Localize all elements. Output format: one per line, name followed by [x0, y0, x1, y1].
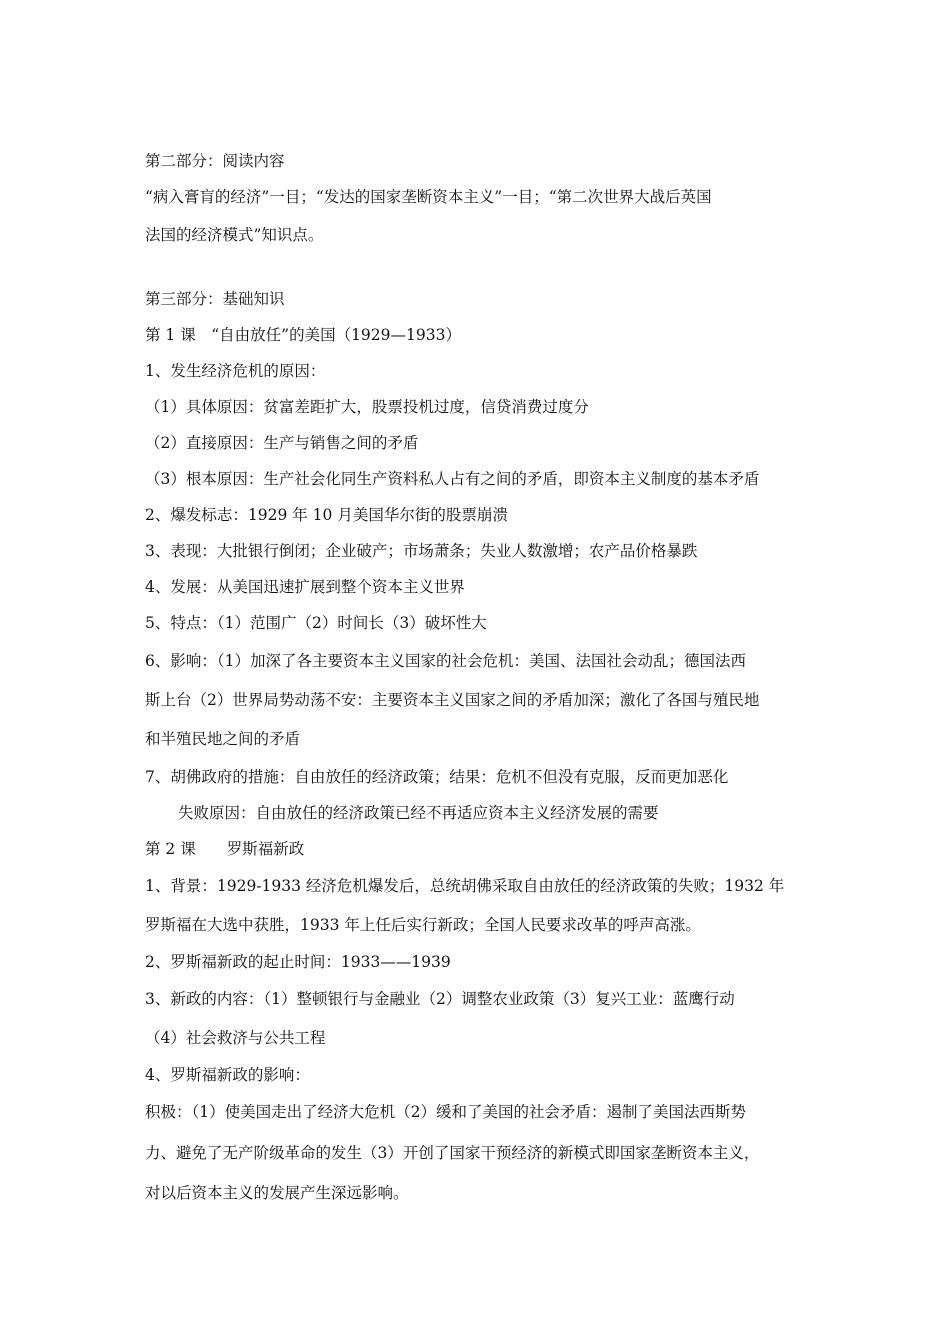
paragraph-line: 和半殖民地之间的矛盾 [145, 730, 301, 748]
list-item: 3、新政的内容：（1）整顿银行与金融业（2）调整农业政策（3）复兴工业：蓝鹰行动 [145, 990, 735, 1008]
paragraph-line: 力、避免了无产阶级革命的发生（3）开创了国家干预经济的新模式即国家垄断资本主义， [145, 1144, 760, 1162]
list-item: 2、爆发标志：1929 年 10 月美国华尔街的股票崩溃 [145, 506, 508, 524]
list-item: 4、罗斯福新政的影响： [145, 1066, 310, 1084]
list-item: 7、胡佛政府的措施：自由放任的经济政策；结果：危机不但没有克服，反而更加恶化 [145, 768, 729, 786]
paragraph-line: 积极：（1）使美国走出了经济大危机（2）缓和了美国的社会矛盾：遏制了美国法西斯势 [145, 1103, 746, 1121]
list-item: 4、发展：从美国迅速扩展到整个资本主义世界 [145, 578, 465, 596]
list-item: 1、发生经济危机的原因： [145, 362, 326, 380]
list-item: 3、表现：大批银行倒闭；企业破产；市场萧条；失业人数激增；农产品价格暴跌 [145, 542, 698, 560]
list-item: 6、影响：（1）加深了各主要资本主义国家的社会危机：美国、法国社会动乱；德国法西 [145, 652, 746, 670]
paragraph-line: “病入膏肓的经济”一目；“发达的国家垄断资本主义”一目；“第二次世界大战后英国 [145, 188, 712, 206]
paragraph-line: （4）社会救济与公共工程 [145, 1029, 326, 1047]
list-item: （2）直接原因：生产与销售之间的矛盾 [145, 434, 419, 452]
lesson-title-2: 第 2 课 罗斯福新政 [145, 840, 305, 858]
list-item: （3）根本原因：生产社会化同生产资料私人占有之间的矛盾，即资本主义制度的基本矛盾 [145, 470, 760, 488]
list-item: 5、特点：（1）范围广（2）时间长（3）破坏性大 [145, 614, 487, 632]
paragraph-line: 罗斯福在大选中获胜，1933 年上任后实行新政；全国人民要求改革的呼声高涨。 [145, 916, 701, 934]
lesson-title-1: 第 1 课 “自由放任”的美国（1929—1933） [145, 326, 461, 344]
list-item: （1）具体原因：贫富差距扩大，股票投机过度，信贷消费过度分 [145, 398, 589, 416]
list-item: 1、背景：1929-1933 经济危机爆发后，总统胡佛采取自由放任的经济政策的失败；1932 年 [145, 877, 785, 895]
section-heading-basics: 第三部分：基础知识 [145, 290, 285, 308]
paragraph-line: 法国的经济模式”知识点。 [145, 226, 324, 244]
paragraph-line: 对以后资本主义的发展产生深远影响。 [145, 1184, 409, 1202]
section-heading-reading: 第二部分：阅读内容 [145, 152, 285, 170]
paragraph-line: 失败原因：自由放任的经济政策已经不再适应资本主义经济发展的需要 [178, 804, 659, 822]
list-item: 2、罗斯福新政的起止时间：1933——1939 [145, 953, 451, 971]
paragraph-line: 斯上台（2）世界局势动荡不安：主要资本主义国家之间的矛盾加深；激化了各国与殖民地 [145, 691, 760, 709]
